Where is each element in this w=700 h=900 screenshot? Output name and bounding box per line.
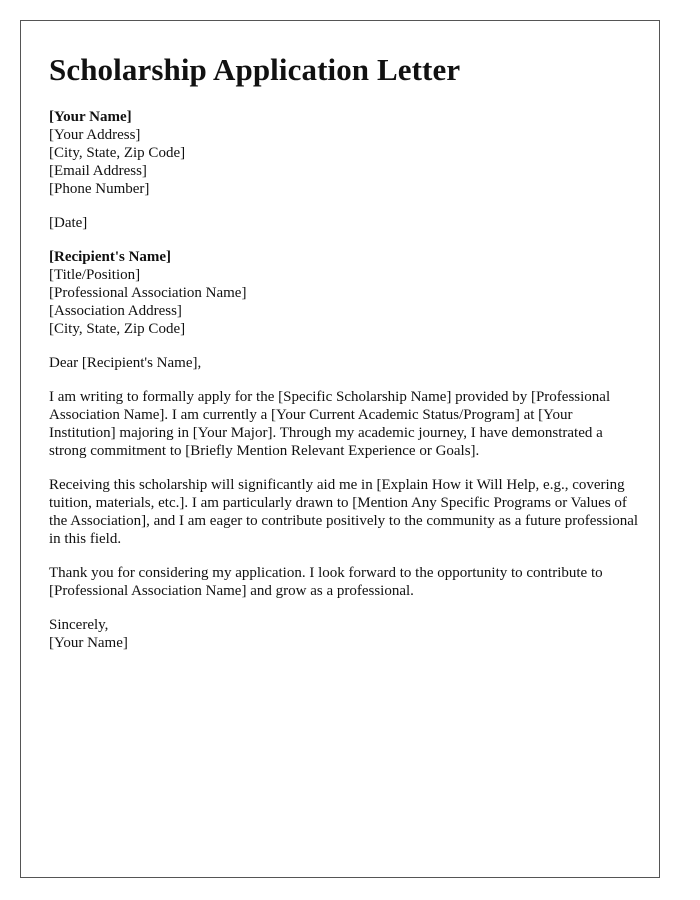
letter-date [49, 214, 639, 232]
signature-name: [Your Name] [49, 635, 128, 651]
sender-phone: [Phone Number] [49, 181, 150, 197]
letter-page [20, 20, 660, 878]
sender-address: [Your Address] [49, 127, 141, 143]
body-paragraph-2: Receiving this scholarship will significantly aid me in [Explain How it Will Help, e.g., covering tuition, materials, etc.]. I am particularly drawn to [Mention Any Specific Programs or Values of the Association], and I am eager to contribute positively to the community as a future professional in this field. [49, 477, 639, 547]
recipient-title: [Title/Position] [49, 267, 141, 283]
body-paragraph-3: Thank you for considering my application. I look forward to the opportunity to contribute to [Professional Association Name] and grow as a professional. [49, 565, 603, 599]
closing-block [49, 616, 639, 652]
sender-city-state-zip: [City, State, Zip Code] [49, 145, 186, 161]
closing-text: Sincerely, [49, 617, 109, 633]
sender-name: [Your Name] [49, 109, 132, 125]
date-text: [Date] [49, 215, 88, 231]
recipient-address: [Association Address] [49, 303, 182, 319]
recipient-name: [Recipient's Name] [49, 249, 172, 265]
body-paragraph-1: I am writing to formally apply for the [Specific Scholarship Name] provided by [Professional Association Name]. I am currently a [Your Current Academic Status/Program] at [Your Institution] majoring in [Your Major]. Through my academic journey, I have demonstrated a strong commitment to [Briefly Mention Relevant Experience or Goals]. [49, 389, 611, 459]
recipient-organization: [Professional Association Name] [49, 285, 247, 301]
letter-content [49, 49, 639, 652]
recipient-block [49, 248, 639, 338]
salutation-text: Dear [Recipient's Name], [49, 355, 202, 371]
recipient-city-state-zip: [City, State, Zip Code] [49, 321, 186, 337]
sender-email: [Email Address] [49, 163, 147, 179]
letter-title: Scholarship Application Letter [49, 52, 461, 87]
salutation [49, 354, 639, 372]
sender-block [49, 108, 639, 198]
